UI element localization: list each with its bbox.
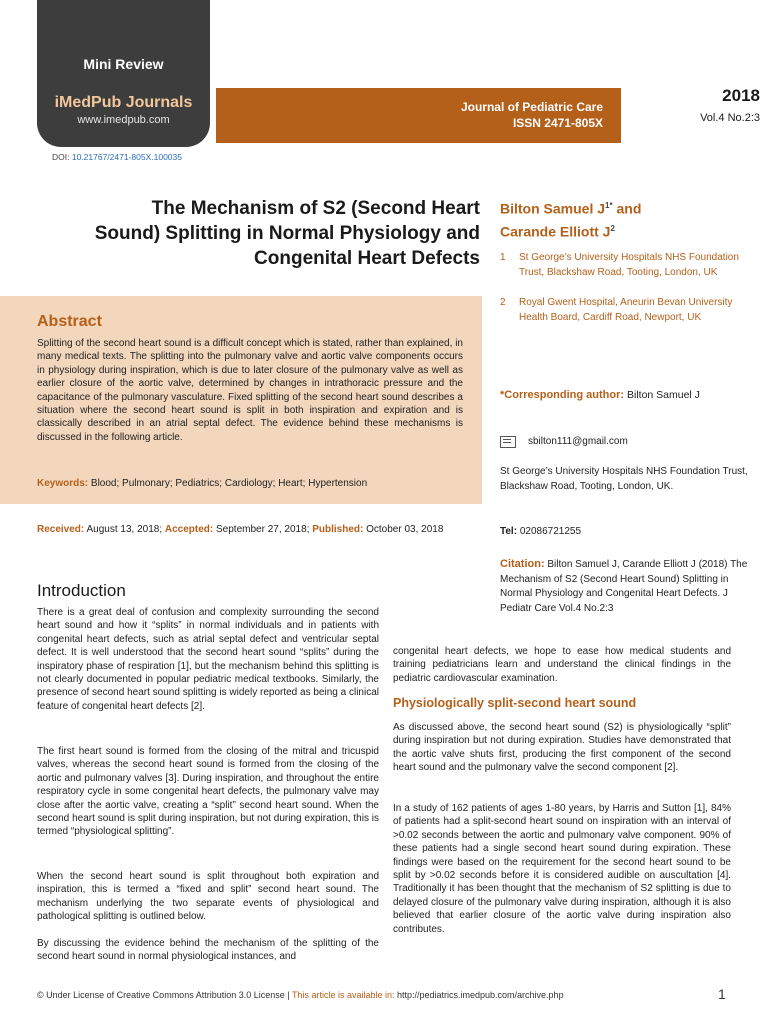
body-paragraph: As discussed above, the second heart sound (S2) is physiologically “split” during inspiration but not during expiration. Studies have demonstrated that the aortic valve shuts first, producing the first component of the second heart sound and the pulmonary valve the second component [2]. <box>393 722 731 774</box>
availability-label: This article is available in: <box>291 990 395 1000</box>
journal-name: Journal of Pediatric Care <box>460 100 603 114</box>
doi-label: DOI: <box>52 152 70 162</box>
tel-label: Tel: <box>500 526 518 537</box>
author-email[interactable]: sbilton111@gmail.com <box>528 436 628 447</box>
body-paragraph: When the second heart sound is split throughout both expiration and inspiration, this is termed a “fixed and split” second heart sound. The mechanism underlying the two separate events of physiological and pathological splitting is outlined below. <box>37 871 379 923</box>
keywords-label: Keywords: <box>37 478 89 489</box>
citation-text: Bilton Samuel J, Carande Elliott J (2018) The Mechanism of S2 (Second Heart Sound) Splitting in Normal Physiology and Congenital Heart Defects. J Pediatr Care Vol.4 No.2:3 <box>500 559 748 614</box>
title-line: The Mechanism of S2 (Second Heart <box>151 198 480 219</box>
corresponding-author <box>500 389 760 401</box>
envelope-icon <box>500 436 516 448</box>
body-paragraph: In a study of 162 patients of ages 1-80 years, by Harris and Sutton [1], 84% of patients had a split-second heart sound on inspiration with an interval of >0.02 seconds between the aortic and pulmonary valve component. 90% of these patients had a single second heart sound during expiration. These findings were based on the requirement for the second heart sound to be split by >0.02 seconds before it is considered audible on auscultation [4]. Traditionally it has been thought that the mechanism of S2 splitting is due to delayed closure of the pulmonary valve during inspiration, although it is also believed that earlier closure of the aortic valve during inspiration also contributes. <box>393 803 731 935</box>
body-paragraph: There is a great deal of confusion and complexity surrounding the second heart sound and how it “splits” in normal individuals and in patients with congenital heart defects, such as atrial septal defect and ventricular septal defect. It is well understood that the second heart sound “splits” during the inspiratory phase of respiration [1], but the mechanism behind this splitting is not clearly documented in popular pediatric medical textbooks. Similarly, the presence of second heart sound splitting is widely reported as being a clinical feature of congenital heart defects [2]. <box>37 607 379 712</box>
section-heading: Physiologically split-second heart sound <box>393 696 637 710</box>
received-date: August 13, 2018; <box>84 524 165 535</box>
body-paragraph: congenital heart defects, we hope to ease how medical students and training pediatricians learn and understand the clinical findings in the pediatric cardiovascular examination. <box>393 646 731 684</box>
article-title <box>70 196 480 271</box>
affiliation-text: Royal Gwent Hospital, Aneurin Bevan University Health Board, Cardiff Road, Newport, UK <box>519 297 733 323</box>
accepted-date: September 27, 2018; <box>213 524 313 535</box>
published-label: Published: <box>312 524 364 535</box>
publisher-url[interactable]: www.imedpub.com <box>77 114 170 126</box>
tel-number: 02086721255 <box>517 526 582 537</box>
accepted-label: Accepted: <box>164 524 214 535</box>
introduction-heading: Introduction <box>37 581 126 600</box>
article-dates <box>37 522 467 538</box>
title-line: Sound) Splitting in Normal Physiology and <box>94 223 480 244</box>
author-phone <box>500 526 581 537</box>
author-name: Carande Elliott J <box>500 223 611 240</box>
corresponding-label: *Corresponding author: <box>500 389 625 401</box>
license-text: © Under License of Creative Commons Attribution 3.0 License | <box>37 990 292 1000</box>
keywords <box>37 478 467 489</box>
citation <box>500 557 750 616</box>
body-paragraph: The first heart sound is formed from the closing of the mitral and tricuspid valves, whereas the second heart sound is formed from the closing of the aortic and pulmonary valves [3]. During inspiration, and throughout the entire respiratory cycle in some congenital heart defects, the pulmonary valve may close after the aortic valve, creating a “split” second heart sound. When the second heart sound is split during inspiration, but not during expiration, this is termed “physiological splitting”. <box>37 746 379 838</box>
journal-issn: ISSN 2471-805X <box>512 116 603 130</box>
citation-label: Citation: <box>500 558 545 570</box>
abstract-heading: Abstract <box>37 313 102 330</box>
publisher-name: iMedPub Journals <box>54 94 193 111</box>
received-label: Received: <box>37 524 85 535</box>
journal-banner <box>216 88 621 143</box>
corresponding-name: Bilton Samuel J <box>624 389 700 401</box>
archive-link[interactable]: http://pediatrics.imedpub.com/archive.php <box>394 990 564 1000</box>
published-date: October 03, 2018 <box>363 524 444 535</box>
publication-year: 2018 <box>722 86 760 105</box>
abstract-body: Splitting of the second heart sound is a difficult concept which is stated, rather than explained, in many medical texts. The splitting into the pulmonary valve and aortic valve components occurs in physiology during inspiration, which is due to later closure of the pulmonary valve as well as earlier closure of the aortic valve, determined by changes in intrathoracic pressure and the capacitance of the pulmonary vasculature. Fixed splitting of the second heart sound describes a situation where the second heart sound is split in both inspiration and expiration and is classically described in an atrial septal defect. The evidence behind these mechanisms is discussed in the following article. <box>37 338 463 443</box>
volume-issue: Vol.4 No.2:3 <box>700 112 760 124</box>
affiliation-number: 2 <box>500 297 506 308</box>
author-and: and <box>612 200 642 217</box>
publisher-brand-box <box>37 0 210 147</box>
author-name: Bilton Samuel J <box>500 200 606 217</box>
body-paragraph: By discussing the evidence behind the mechanism of the splitting of the second heart sound in normal physiological instances, and <box>37 938 379 963</box>
doi-link[interactable]: 10.21767/2471-805X.100035 <box>71 152 182 162</box>
author-sup: 1* <box>605 201 613 210</box>
article-type: Mini Review <box>83 56 164 72</box>
author-list <box>500 196 750 241</box>
author-sup: 2 <box>610 223 615 233</box>
doi <box>52 152 182 162</box>
affiliation-text: St George’s University Hospitals NHS Foundation Trust, Blackshaw Road, Tooting, London, UK <box>519 252 739 278</box>
keywords-text: Blood; Pulmonary; Pediatrics; Cardiology; Heart; Hypertension <box>88 478 368 489</box>
page-number: 1 <box>718 986 726 1002</box>
affiliation-number: 1 <box>500 252 506 263</box>
title-line: Congenital Heart Defects <box>254 248 480 269</box>
page-footer <box>37 990 564 1000</box>
author-address: St George’s University Hospitals NHS Foundation Trust, Blackshaw Road, Tooting, London, UK. <box>500 466 748 492</box>
